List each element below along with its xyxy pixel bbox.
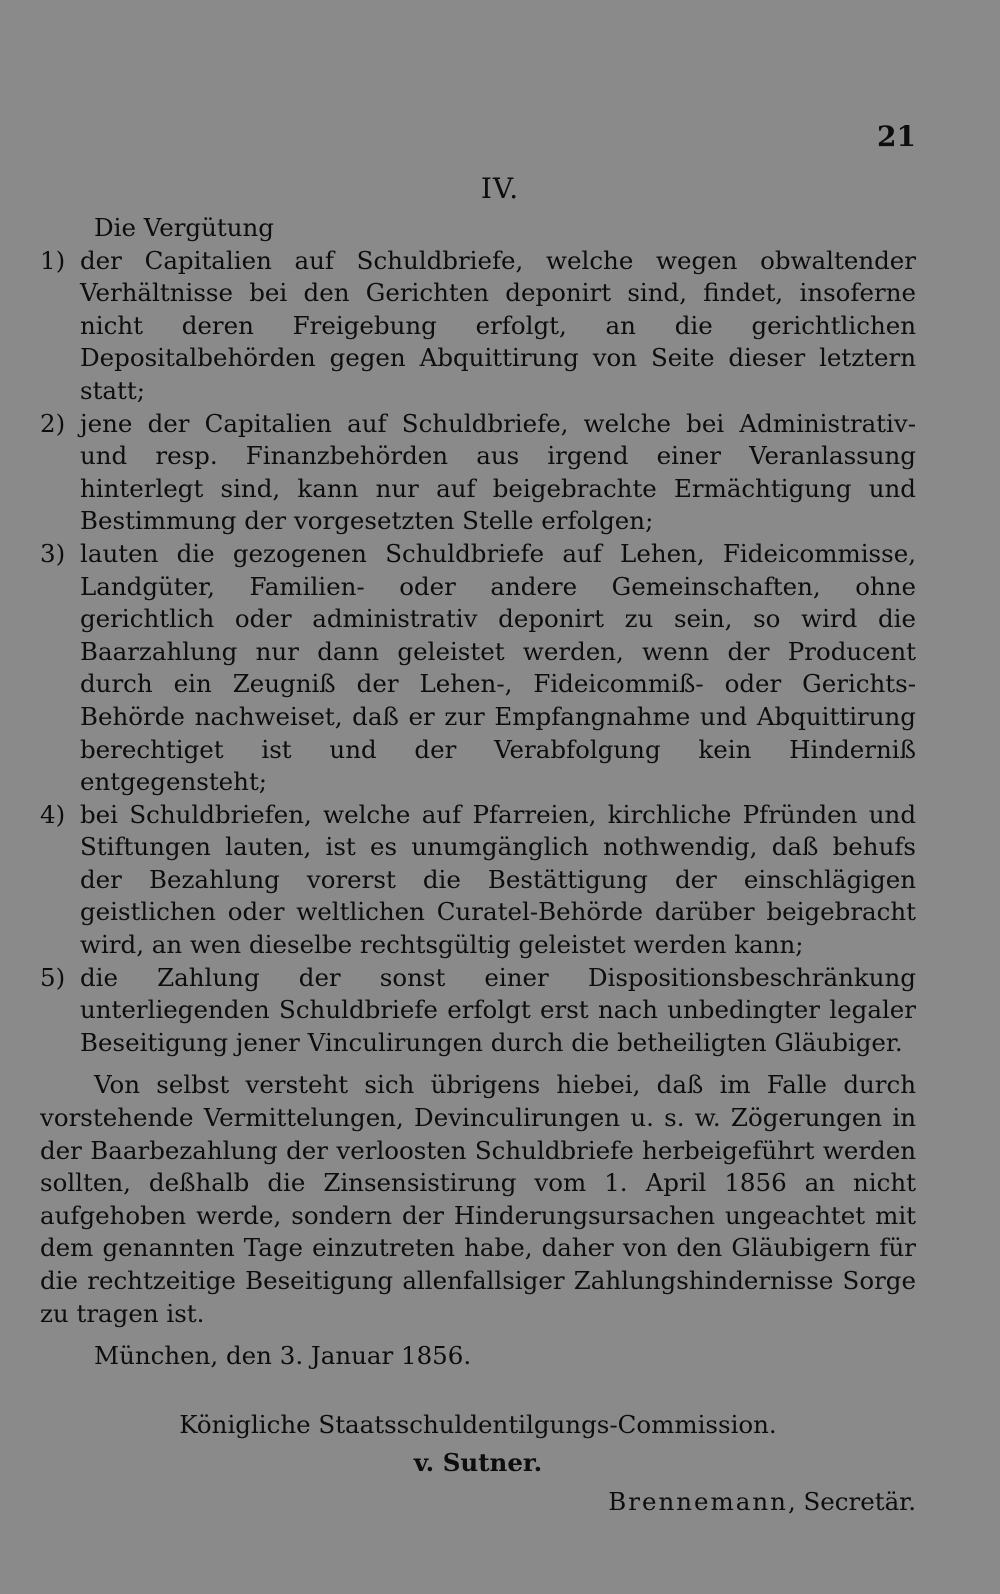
item-text: die Zahlung der sonst einer Dispositionsbeschränkung unterliegenden Schuldbriefe erfolgt erst nach unbedingter legaler Beseitigung jener Vinculirungen durch die betheiligten Gläubiger. <box>80 962 916 1057</box>
closing-paragraph: Von selbst versteht sich übrigens hiebei, daß im Falle durch vorstehende Vermittelungen, Devinculirungen u. s. w. Zögerungen in der Baarbezahlung der verloosten Schuldbriefe herbeigeführt werden sollten, deßhalb die Zinsensistirung vom 1. April 1856 an nicht aufgehoben werde, sondern der Hinderungsursachen ungeachtet mit dem genannten Tage einzutreten habe, daher von den Gläubigern für die rechtzeitige Beseitigung allenfallsiger Zahlungshindernisse Sorge zu tragen ist. <box>40 1070 916 1328</box>
secretary-line <box>40 1486 916 1519</box>
item-number: 3) <box>40 538 66 568</box>
page-number: 21 <box>877 120 916 153</box>
section-numeral: IV. <box>480 172 520 205</box>
list-item <box>40 962 916 1060</box>
secretary-name: Brennemann <box>608 1486 788 1516</box>
list-item <box>40 799 916 962</box>
item-number: 5) <box>40 962 66 992</box>
intro-line: Die Vergütung <box>94 213 274 242</box>
list-item <box>40 538 916 799</box>
commission-name: Königliche Staatsschuldentilgungs-Commission. <box>179 1409 777 1439</box>
date-line: München, den 3. Januar 1856. <box>94 1341 472 1371</box>
item-number: 4) <box>40 799 66 829</box>
item-number: 2) <box>40 408 66 438</box>
item-text: der Capitalien auf Schuldbriefe, welche wegen obwaltender Verhältnisse bei den Gerichten deponirt sind, findet, insoferne nicht deren Freigebung erfolgt, an die gerichtlichen Depositalbehörden gegen Abquittirung von Seite dieser letztern statt; <box>80 245 916 405</box>
item-text: jene der Capitalien auf Schuldbriefe, welche bei Administrativ- und resp. Finanzbehörden aus irgend einer Veranlassung hinterlegt sind, kann nur auf beigebrachte Ermächtigung und Bestimmung der vorgesetzten Stelle erfolgen; <box>80 408 916 536</box>
secretary-title: , Secretär. <box>787 1486 916 1516</box>
list-item <box>40 245 916 408</box>
list-item <box>40 408 916 538</box>
item-text: bei Schuldbriefen, welche auf Pfarreien, kirchliche Pfründen und Stiftungen lauten, ist es unumgänglich nothwendig, daß behufs der Bezahlung vorerst die Bestättigung der einschlägigen geistlichen oder weltlichen Curatel-Behörde darüber beigebracht wird, an wen dieselbe rechtsgültig geleistet werden kann; <box>80 799 916 960</box>
signer-name: v. Sutner. <box>413 1448 543 1478</box>
item-text: lauten die gezogenen Schuldbriefe auf Lehen, Fideicommisse, Landgüter, Familien- oder andere Gemeinschaften, ohne gerichtlich oder administrativ deponirt zu sein, so wird die Baarzahlung nur dann geleistet werden, wenn der Producent durch ein Zeugniß der Lehen-, Fideicommiß- oder Gerichts-Behörde nachweiset, daß er zur Empfangnahme und Abquittirung berechtiget ist und der Verabfolgung kein Hinderniß entgegensteht; <box>80 538 916 797</box>
item-number: 1) <box>40 245 66 275</box>
document-body <box>40 212 916 1519</box>
